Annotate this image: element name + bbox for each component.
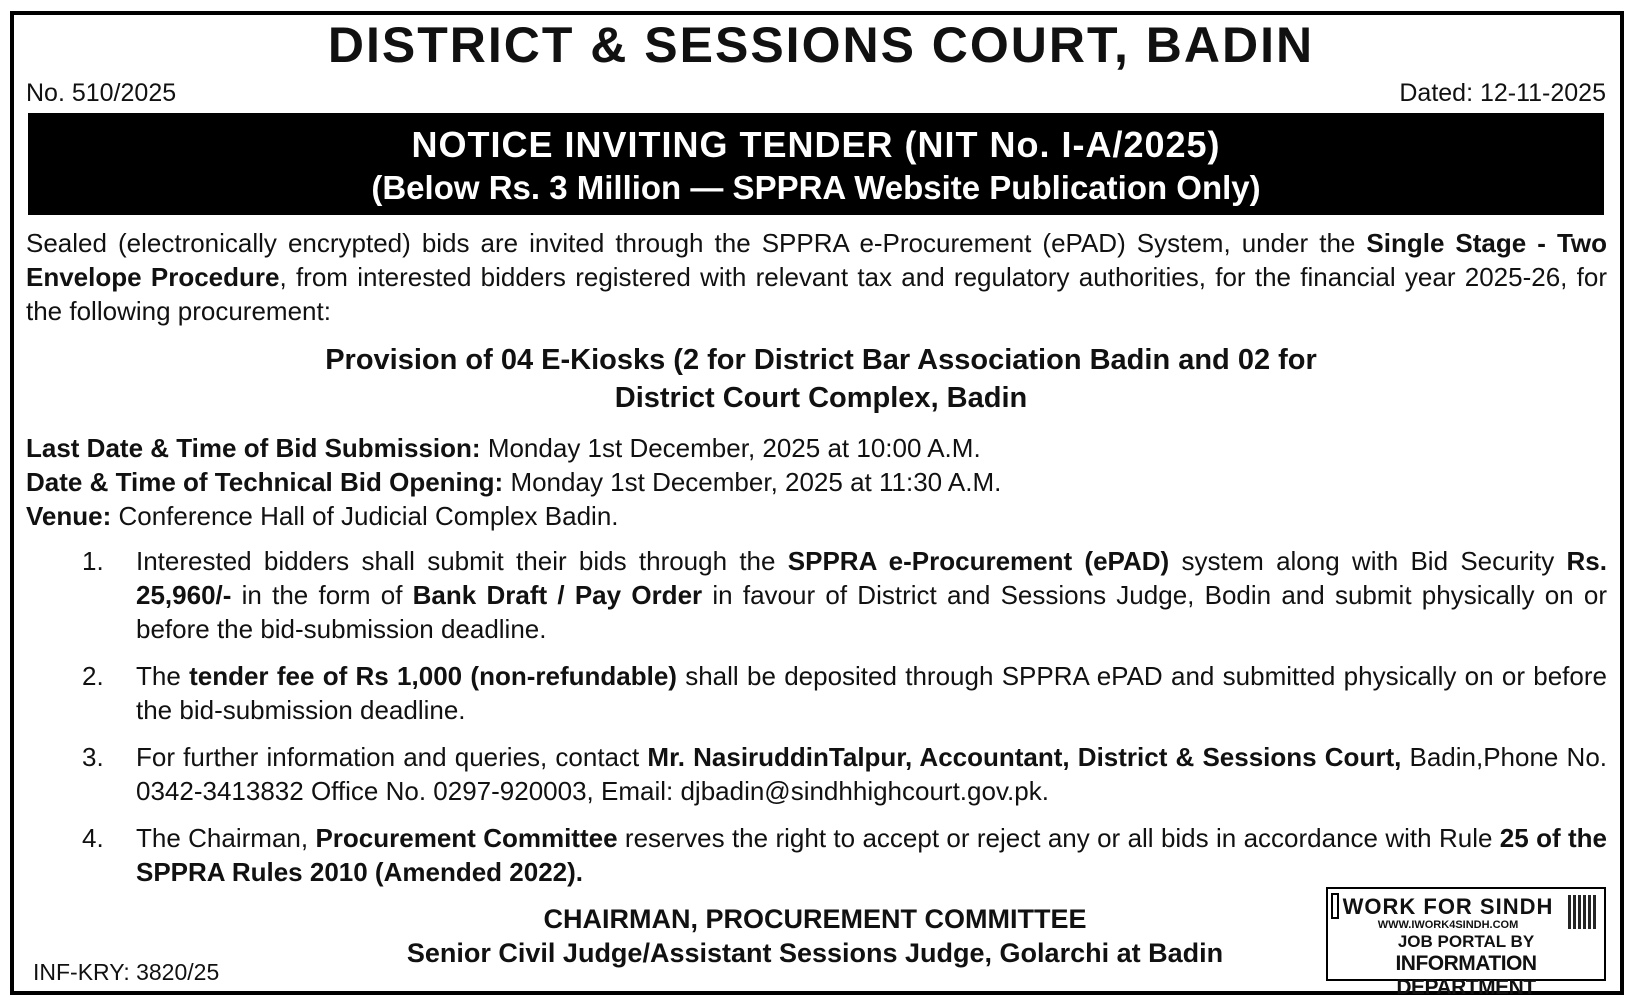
signature-designation: Senior Civil Judge/Assistant Sessions Judge, Golarchi at Badin [406, 938, 1224, 968]
list-item [26, 544, 1607, 646]
list-text-segment: For further information and queries, contact [136, 742, 648, 772]
logo-line3: JOB PORTAL BY [1397, 932, 1535, 951]
list-text-segment: The Chairman, [136, 823, 316, 853]
list-text-segment: Bank Draft / Pay Order [412, 580, 703, 610]
schedule [26, 431, 1607, 533]
i-logo-icon [1331, 893, 1339, 919]
schedule-value: Monday 1st December, 2025 at 10:00 A.M. [480, 433, 981, 463]
court-title: DISTRICT & SESSIONS COURT, BADIN [327, 17, 1315, 73]
list-item [26, 821, 1607, 889]
list-text-segment: Mr. NasiruddinTalpur, Accountant, District & Sessions Court, [647, 742, 1402, 772]
list-number: 1. [82, 546, 104, 576]
iwork4sindh-logo [1326, 887, 1606, 999]
list-text-segment: Rs. 25,960/- [136, 546, 1607, 610]
list-item [26, 740, 1607, 808]
intro-text-end: , from interested bidders registered with relevant tax and regulatory authorities, for the financial year 2025-26, for the following procurement: [26, 262, 1607, 326]
logo-title: WORK FOR SINDH [1342, 894, 1554, 919]
logo-url: WWW.IWORK4SINDH.COM [1377, 919, 1519, 931]
list-text-segment: Interested bidders shall submit their bids through the [136, 546, 788, 576]
procurement-line-2: District Court Complex, Badin [614, 382, 1028, 414]
list-number: 2. [82, 661, 104, 691]
list-text-segment: Badin,Phone No. 0342-3413832 Office No. 0297-920003, Email: djbadin@sindhhighcourt.gov.pk. [136, 742, 1608, 806]
list-text-segment: system along with Bid Security [1169, 546, 1567, 576]
list-text-segment: tender fee of Rs 1,000 (non-refundable) [189, 661, 677, 691]
list-text-segment: reserves the right to accept or reject any or all bids in accordance with Rule [617, 823, 1500, 853]
schedule-opening [26, 465, 1607, 499]
list-text-segment: Procurement Committee [315, 823, 618, 853]
banner-subtitle: (Below Rs. 3 Million — SPPRA Website Publication Only) [371, 169, 1261, 206]
schedule-value: Monday 1st December, 2025 at 11:30 A.M. [503, 467, 1002, 497]
list-text-segment: 25 of the SPPRA Rules 2010 (Amended 2022). [136, 823, 1607, 887]
schedule-submission [26, 431, 1607, 465]
notice-number: No. 510/2025 [26, 79, 177, 107]
reference-number: INF-KRY: 3820/25 [33, 959, 220, 985]
list-text-segment: SPPRA e-Procurement (ePAD) [787, 546, 1170, 576]
intro-paragraph [26, 226, 1607, 328]
banner-title: NOTICE INVITING TENDER (NIT No. I-A/2025) [411, 124, 1221, 165]
signature-title: CHAIRMAN, PROCUREMENT COMMITTEE [543, 904, 1087, 934]
schedule-venue [26, 499, 1607, 533]
intro-text: Sealed (electronically encrypted) bids are invited through the SPPRA e-Procurement (ePAD) System, under the [26, 228, 1367, 258]
list-text-segment: in favour of District and Sessions Judge, Bodin and submit physically on or before the bid-submission deadline. [136, 580, 1607, 644]
notice-date: Dated: 12-11-2025 [1399, 79, 1606, 107]
qr-code-icon [1568, 895, 1598, 929]
procurement-line-1: Provision of 04 E-Kiosks (2 for District Bar Association Badin and 02 for [325, 344, 1317, 376]
schedule-label: Date & Time of Technical Bid Opening: [26, 467, 504, 497]
schedule-label: Last Date & Time of Bid Submission: [26, 433, 481, 463]
notice-banner [28, 113, 1604, 215]
list-text [136, 659, 1607, 727]
list-text [136, 740, 1607, 808]
list-text [136, 544, 1607, 646]
schedule-value: Conference Hall of Judicial Complex Badin. [111, 501, 619, 531]
list-number: 3. [82, 742, 104, 772]
logo-line4: INFORMATION DEPARTMENT [1395, 952, 1537, 999]
list-text-segment: in the form of [231, 580, 413, 610]
schedule-label: Venue: [26, 501, 112, 531]
list-text [136, 821, 1607, 889]
intro-procedure: Single Stage - Two Envelope Procedure [26, 228, 1607, 292]
procurement-title [0, 341, 1642, 417]
list-item [26, 659, 1607, 727]
list-text-segment: shall be deposited through SPPRA ePAD and submitted physically on or before the bid-submission deadline. [136, 661, 1607, 725]
list-number: 4. [82, 823, 104, 853]
list-text-segment: The [136, 661, 190, 691]
